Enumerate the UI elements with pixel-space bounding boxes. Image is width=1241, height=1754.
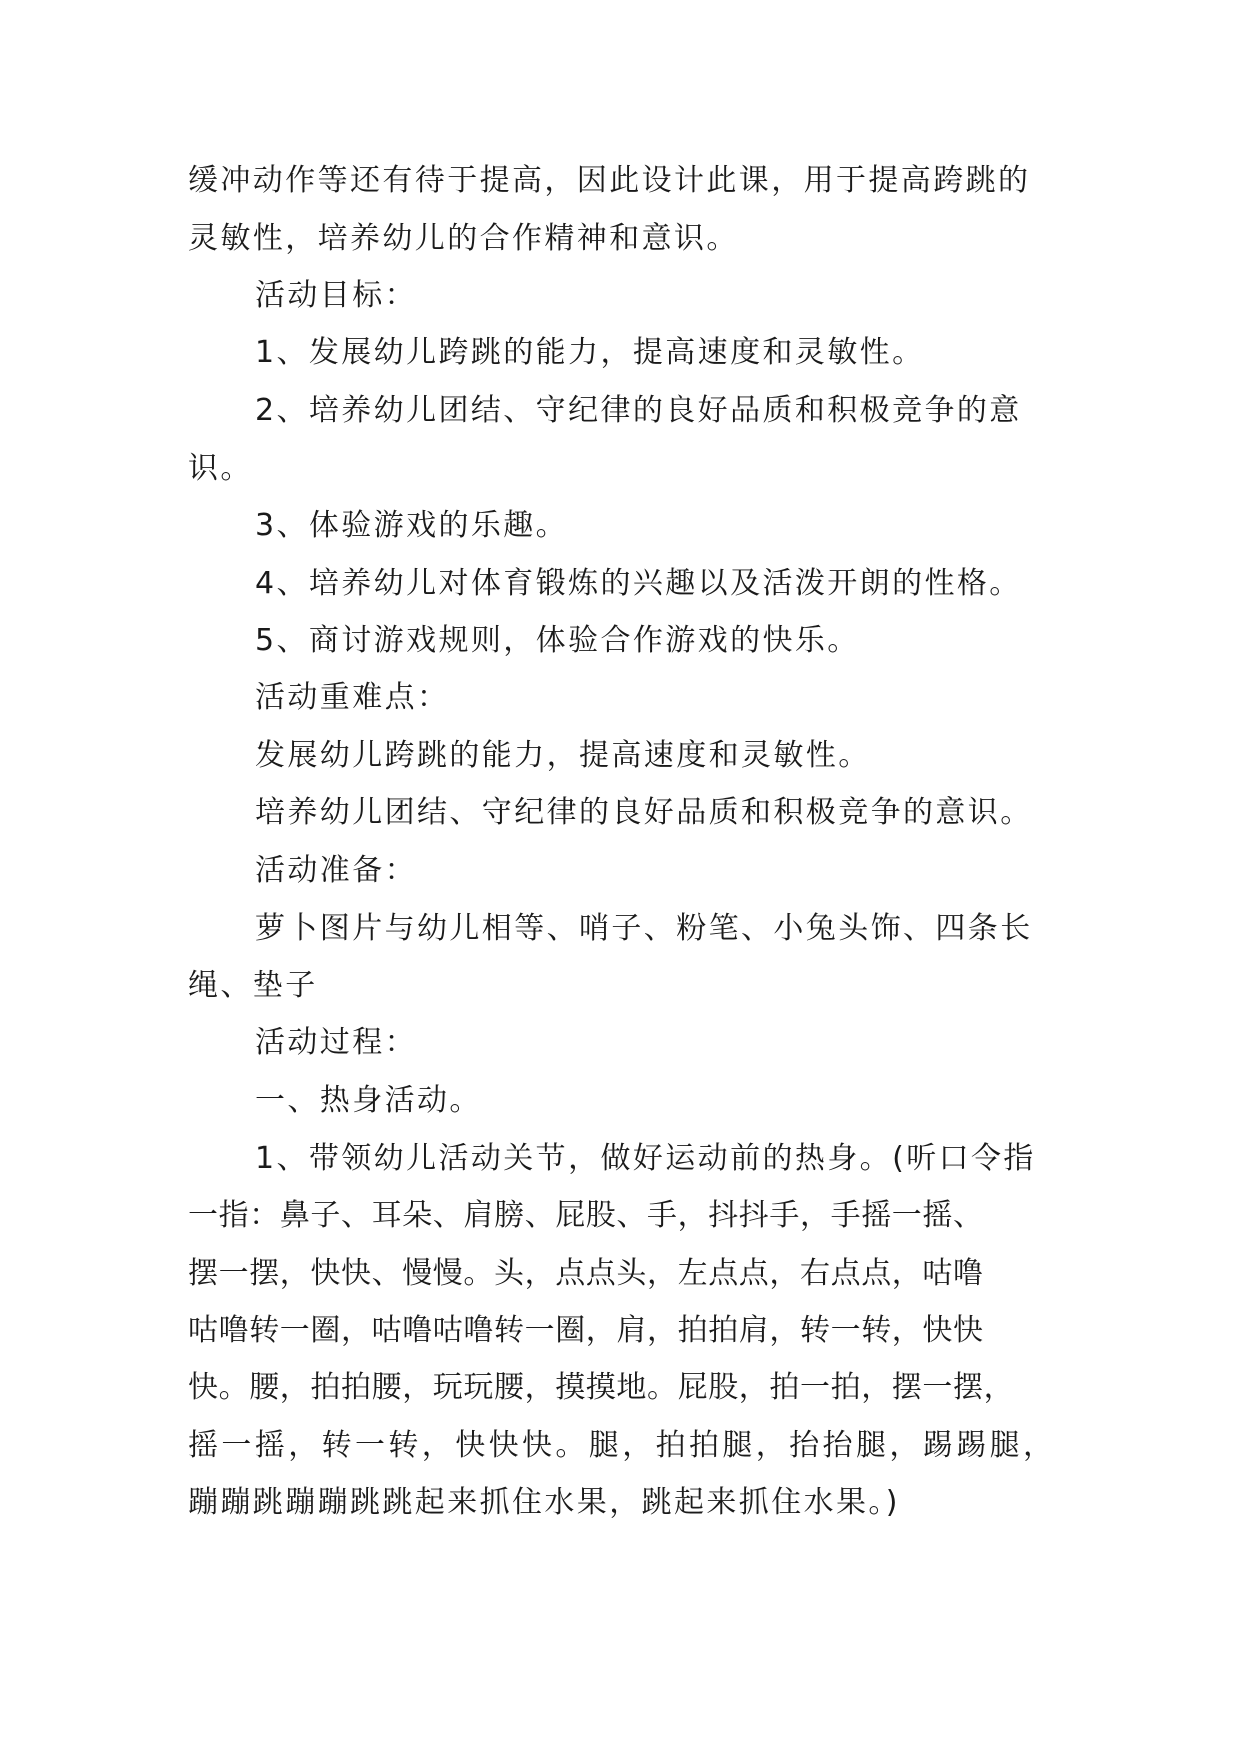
goal-item-1: 1、发展幼儿跨跳的能力，提高速度和灵敏性。 [255,335,925,370]
section-heading-key-points: 活动重难点： [255,680,450,715]
process-paragraph-line: 摇一摇，转一转，快快快。腿，拍拍腿，抬抬腿，踢踢腿， [188,1428,1057,1463]
paragraph-line: 缓冲动作等还有待于提高，因此设计此课，用于提高跨跳的 [188,163,1031,198]
process-step-heading: 一、热身活动。 [255,1083,482,1118]
preparation-line: 萝卜图片与幼儿相等、哨子、粉笔、小兔头饰、四条长 [255,911,1033,946]
section-heading-process: 活动过程： [255,1025,417,1060]
key-point-2: 培养幼儿团结、守纪律的良好品质和积极竞争的意识。 [255,795,1033,830]
goal-item-3: 3、体验游戏的乐趣。 [255,508,569,543]
preparation-line-continued: 绳、垫子 [188,968,318,1003]
process-paragraph-line: 摆一摆，快快、慢慢。头，点点头，左点点，右点点，咕噜 [188,1256,984,1291]
process-paragraph-line: 蹦蹦跳蹦蹦跳跳起来抓住水果，跳起来抓住水果。) [188,1485,900,1520]
paragraph-line: 灵敏性，培养幼儿的合作精神和意识。 [188,221,739,256]
process-paragraph-line: 1、带领幼儿活动关节，做好运动前的热身。(听口令指 [255,1141,1036,1176]
key-point-1: 发展幼儿跨跳的能力，提高速度和灵敏性。 [255,738,871,773]
section-heading-goals: 活动目标： [255,278,417,313]
goal-item-5: 5、商讨游戏规则，体验合作游戏的快乐。 [255,623,860,658]
goal-item-4: 4、培养幼儿对体育锻炼的兴趣以及活泼开朗的性格。 [255,566,1022,601]
process-paragraph-line: 快。腰，拍拍腰，玩玩腰，摸摸地。屁股，拍一拍，摆一摆， [188,1370,1015,1405]
goal-item-2-continued: 识。 [188,451,253,486]
process-paragraph-line: 一指：鼻子、耳朵、肩膀、屁股、手，抖抖手，手摇一摇、 [188,1198,984,1233]
process-paragraph-line: 咕噜转一圈，咕噜咕噜转一圈，肩，拍拍肩，转一转，快快 [188,1313,984,1348]
goal-item-2: 2、培养幼儿团结、守纪律的良好品质和积极竞争的意 [255,393,1022,428]
section-heading-preparation: 活动准备： [255,853,417,888]
